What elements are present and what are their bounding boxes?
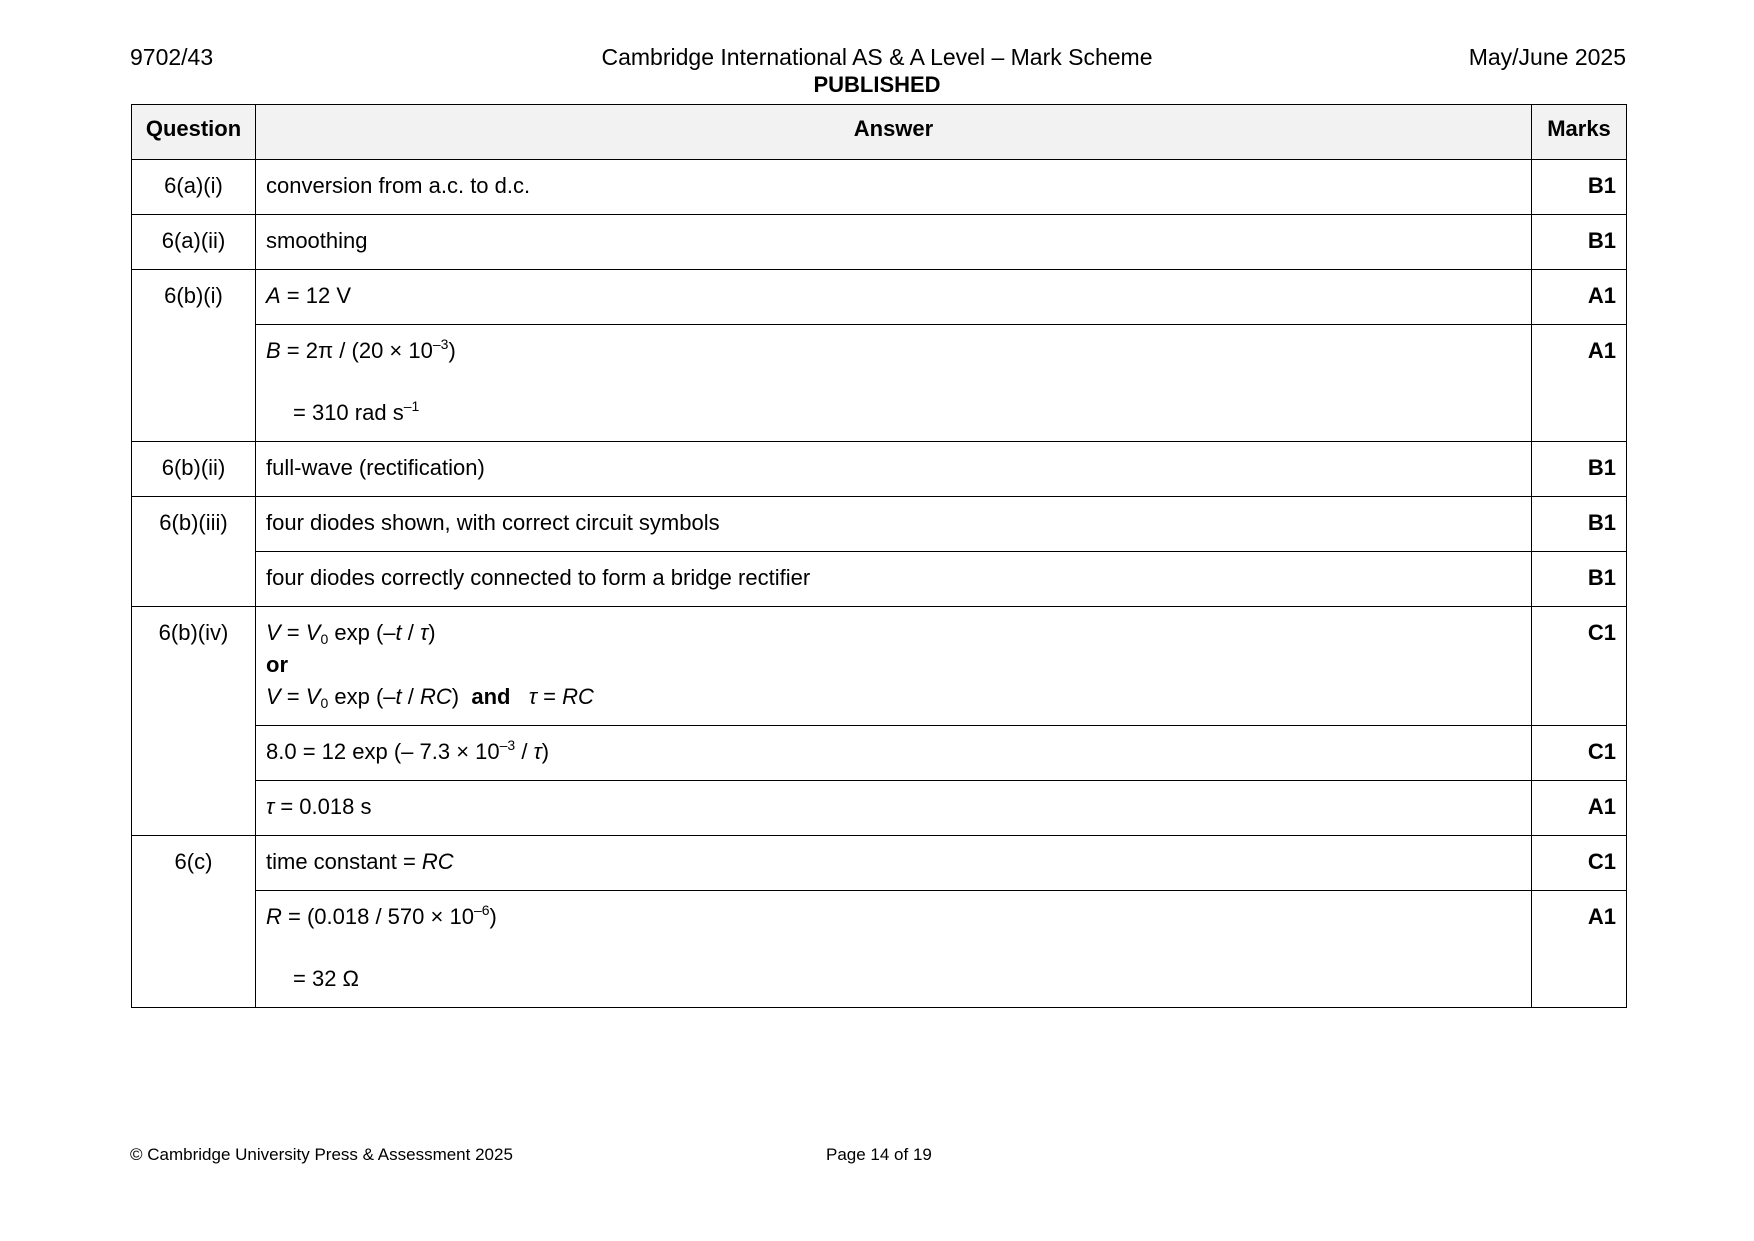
answer-cell: 8.0 = 12 exp (– $7.3 \times 10^{-3} / \tau$) — [256, 726, 1532, 781]
table-row — [132, 726, 1627, 781]
page-number: Page 14 of 19 — [826, 1145, 932, 1164]
answer-cell: smoothing — [256, 215, 1532, 270]
question-cell: 6(b)(i) — [132, 270, 256, 442]
answer-cell: full-wave (rectification) — [256, 442, 1532, 497]
answer-cell: four diodes shown, with correct circuit symbols — [256, 497, 1532, 552]
table-row — [132, 497, 1627, 552]
mark-cell: C1 — [1532, 836, 1627, 891]
table-header-row — [132, 105, 1627, 160]
table-row — [132, 270, 1627, 325]
mark-cell: A1 — [1532, 781, 1627, 836]
table-row — [132, 215, 1627, 270]
mark-cell: B1 — [1532, 215, 1627, 270]
answer-cell: four diodes correctly connected to form a bridge rectifier — [256, 552, 1532, 607]
answer-cell: conversion from a.c. to d.c. — [256, 160, 1532, 215]
column-header-question: Question — [132, 105, 256, 160]
table-row — [132, 442, 1627, 497]
mark-cell: B1 — [1532, 160, 1627, 215]
or-label: or — [266, 652, 288, 677]
mark-cell: B1 — [1532, 497, 1627, 552]
answer-cell: τ = 0.018 s — [256, 781, 1532, 836]
mark-cell: A1 — [1532, 891, 1627, 1008]
table-row — [132, 836, 1627, 891]
mark-scheme-title: Cambridge International AS & A Level – Mark Scheme — [601, 44, 1153, 70]
table-row — [132, 607, 1627, 726]
answer-cell: A = 12 V — [256, 270, 1532, 325]
question-cell: 6(a)(i) — [132, 160, 256, 215]
table-row — [132, 552, 1627, 607]
column-header-answer: Answer — [256, 105, 1532, 160]
answer-cell: $V = V_0$ exp (–t / τ) or $V = V_0$ exp (–t / RC) and τ = RC — [256, 607, 1532, 726]
table-row — [132, 781, 1627, 836]
question-cell: 6(b)(iv) — [132, 607, 256, 836]
question-cell: 6(b)(ii) — [132, 442, 256, 497]
question-cell: 6(a)(ii) — [132, 215, 256, 270]
answer-cell: time constant = RC — [256, 836, 1532, 891]
copyright-notice: © Cambridge University Press & Assessment 2025 — [130, 1145, 513, 1164]
mark-cell: B1 — [1532, 442, 1627, 497]
table-row — [132, 325, 1627, 442]
table-row — [132, 160, 1627, 215]
mark-cell: C1 — [1532, 726, 1627, 781]
mark-scheme-table — [131, 104, 1627, 1008]
mark-cell: A1 — [1532, 270, 1627, 325]
mark-cell: A1 — [1532, 325, 1627, 442]
column-header-marks: Marks — [1532, 105, 1627, 160]
table-row — [132, 891, 1627, 1008]
exam-session: May/June 2025 — [1468, 44, 1626, 70]
paper-code: 9702/43 — [130, 44, 214, 70]
question-cell: 6(b)(iii) — [132, 497, 256, 607]
mark-cell: C1 — [1532, 607, 1627, 726]
question-cell: 6(c) — [132, 836, 256, 1008]
answer-cell: $R = (0.018 / 570 \times 10^{-6})$ = 32 Ω — [256, 891, 1532, 1008]
published-label: PUBLISHED — [813, 72, 941, 97]
mark-cell: B1 — [1532, 552, 1627, 607]
answer-cell: $B = 2\pi / (20 \times 10^{-3})$ = 310 rad $s^{-1}$ — [256, 325, 1532, 442]
